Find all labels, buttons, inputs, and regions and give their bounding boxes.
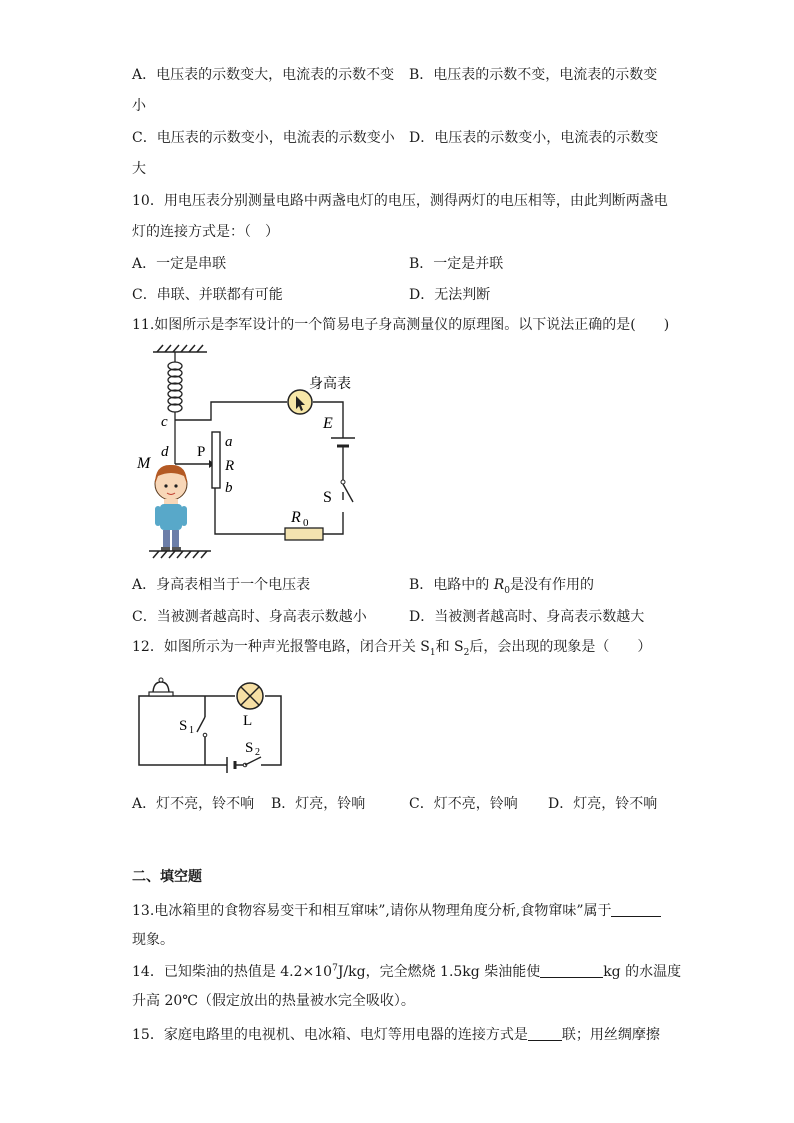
q14-answer-blank[interactable] [540, 963, 603, 978]
label-s2-sub: 2 [255, 747, 260, 758]
switch-s1-lever [197, 717, 205, 732]
q10-stem-line2: 灯的连接方式是：（ ） [132, 224, 279, 240]
q12-stem: 12．如图所示为一种声光报警电路，闭合开关 $S_1$和 $S_2$后，会出现的现象是（ ） [132, 639, 652, 658]
q10-stem-line1: 10．用电压表分别测量电路中两盏电灯的电压，测得两灯的电压相等，由此判断两盏电 [132, 193, 668, 209]
q11-option-b: B．电路中的 $R_0$是没有作用的 [409, 577, 595, 596]
label-r0-sub: 0 [303, 517, 309, 529]
section-title-fill-in: 二、填空题 [132, 869, 202, 885]
q10-option-c: C．串联、并联都有可能 [132, 287, 283, 303]
label-b: b [225, 480, 233, 496]
meter-label: 身高表 [309, 377, 351, 392]
switch-s2-lever [245, 757, 261, 765]
label-r0: R [291, 509, 301, 526]
q11-option-c: C．当被测者越高时、身高表示数越小 [132, 609, 367, 625]
q12-option-b: B．灯亮，铃响 [271, 796, 366, 812]
q11-stem: 11.如图所示是李军设计的一个简易电子身高测量仪的原理图。以下说法正确的是( ) [132, 317, 670, 333]
q10-option-a: A．一定是串联 [132, 256, 227, 272]
label-s2: S [245, 740, 254, 756]
q9-option-b: B．电压表的示数不变，电流表的示数变 [409, 67, 658, 83]
label-e: E [323, 415, 333, 432]
q15-answer-blank[interactable] [528, 1026, 562, 1041]
q13-line1: 13.电冰箱里的食物容易变干和相互窜味”,请你从物理角度分析,食物窜味”属于 [132, 902, 661, 918]
label-l: L [243, 713, 253, 729]
circuit-wires [175, 402, 343, 534]
label-r: R [225, 458, 235, 474]
q14-line1: 14．已知柴油的热值是 $4.2\times 10^7J/kg$，完全燃烧 1.5kg 柴油能使 kg 的水温度 [132, 963, 682, 980]
label-m: M [137, 455, 151, 472]
switch-lever [343, 484, 353, 502]
rheostat-r [212, 432, 220, 488]
resistor-r0 [285, 528, 323, 540]
q15-line1: 15．家庭电路里的电视机、电冰箱、电灯等用电器的连接方式是 联；用丝绸摩擦 [132, 1027, 660, 1043]
q13-answer-blank[interactable] [611, 902, 661, 917]
q14-line2: 升高 20℃（假定放出的热量被水完全吸收）。 [132, 993, 415, 1009]
alarm-circuit-figure [135, 672, 290, 780]
label-d: d [161, 444, 169, 460]
label-s: S [323, 489, 332, 506]
q10-option-d: D．无法判断 [409, 287, 491, 303]
q9-option-d: D．电压表的示数变小，电流表的示数变 [409, 130, 659, 146]
q9-option-d-wrap: 大 [132, 161, 146, 177]
ceiling-hatch [153, 345, 207, 352]
switch-s1-contact [203, 733, 207, 737]
q12-option-d: D．灯亮，铃不响 [548, 796, 658, 812]
switch-contact-top [341, 480, 345, 484]
child-figure-icon [155, 465, 187, 551]
q11-option-d: D．当被测者越高时、身高表示数越大 [409, 609, 645, 625]
q10-option-b: B．一定是并联 [409, 256, 504, 272]
q9-option-c: C．电压表的示数变小，电流表的示数变小 [132, 130, 395, 146]
bell-icon [149, 678, 173, 696]
height-meter-circuit-figure [135, 342, 375, 564]
floor-hatch [149, 551, 211, 558]
q9-option-a: A．电压表的示数变大，电流表的示数不变 [132, 67, 395, 83]
label-p: P [197, 444, 206, 460]
label-c: c [161, 414, 168, 430]
label-s1-sub: 1 [189, 725, 194, 736]
q12-option-c: C．灯不亮，铃响 [409, 796, 518, 812]
spring-coil [168, 352, 182, 464]
q13-line2: 现象。 [132, 932, 174, 948]
lamp-l-icon [237, 683, 263, 709]
label-s1: S [179, 718, 188, 734]
label-a: a [225, 434, 233, 450]
q12-option-a: A．灯不亮，铃不响 [132, 796, 255, 812]
q11-option-a: A．身高表相当于一个电压表 [132, 577, 311, 593]
q9-option-b-wrap: 小 [132, 98, 146, 114]
